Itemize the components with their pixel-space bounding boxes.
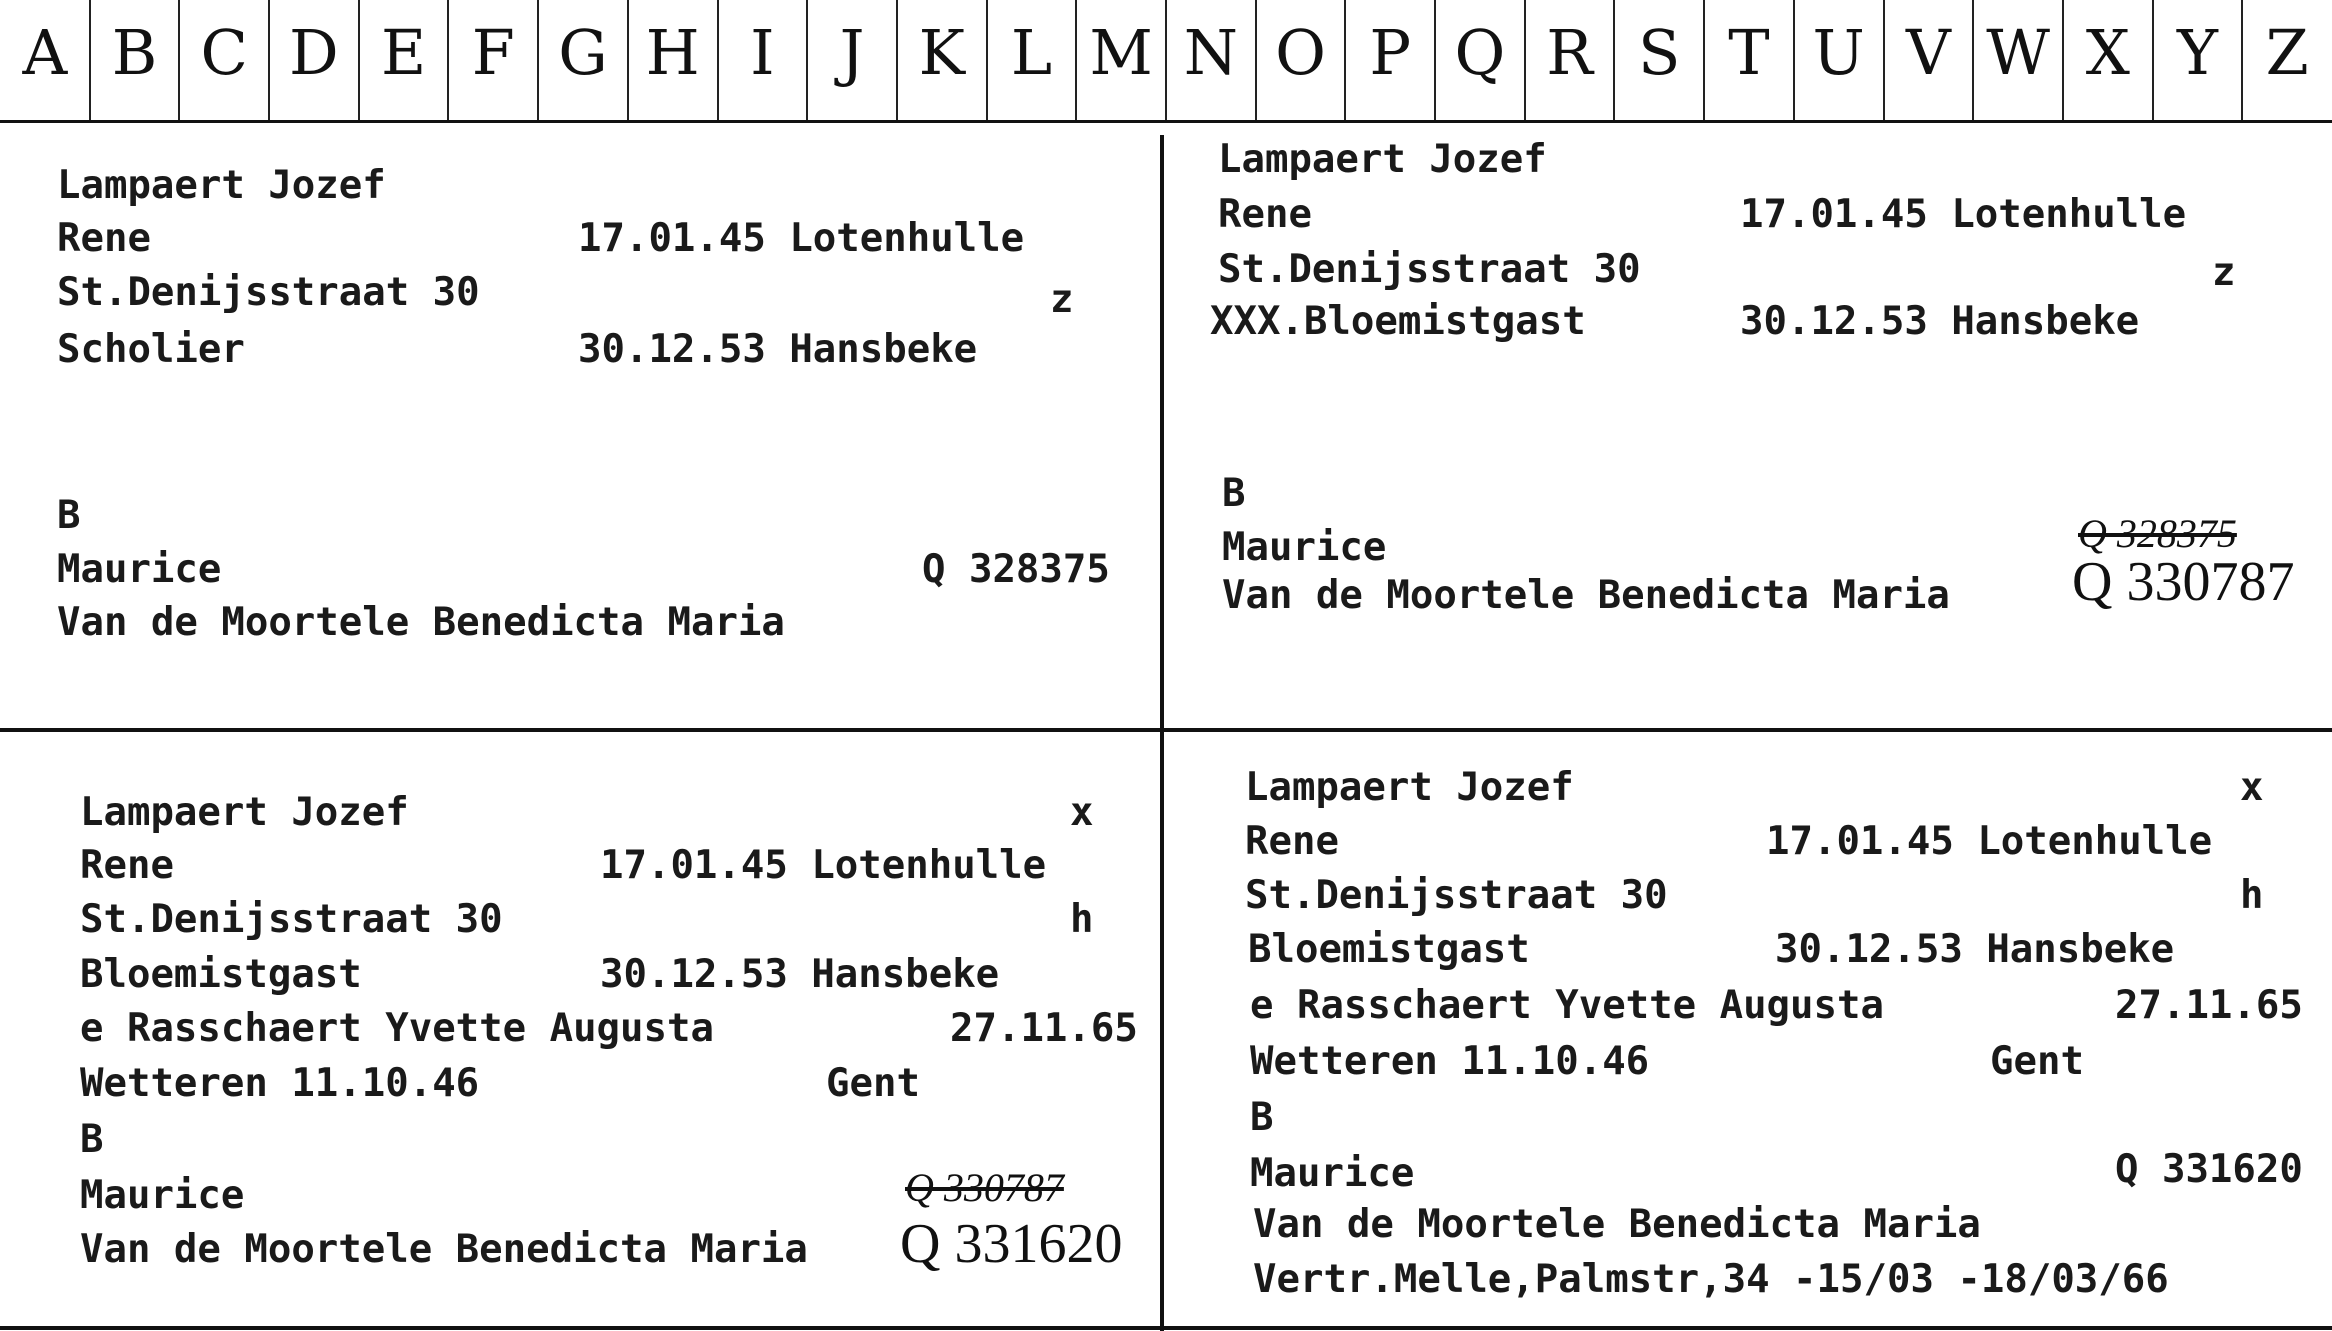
card-1-name: Lampaert Jozef: [57, 163, 386, 208]
card-4-birth: 17.01.45 Lotenhulle: [1766, 819, 2213, 864]
card-4-first-name: Rene: [1245, 819, 1339, 864]
index-divider: [717, 0, 719, 120]
index-letter-v: V: [1905, 16, 1951, 89]
index-letter-w: W: [1986, 16, 2050, 89]
card-3-name: Lampaert Jozef: [80, 790, 409, 835]
index-letter-e: E: [380, 16, 427, 89]
card-1-birth: 17.01.45 Lotenhulle: [578, 216, 1025, 261]
card-1-date-place: 30.12.53 Hansbeke: [578, 327, 978, 372]
card-4-marriage-date: 27.11.65: [2115, 983, 2303, 1028]
index-letter-s: S: [1638, 16, 1681, 89]
card-4-ref: Q 331620: [2115, 1147, 2303, 1192]
card-column-divider: [1160, 135, 1164, 1331]
index-letter-q: Q: [1454, 16, 1506, 89]
index-letter-i: I: [750, 16, 775, 89]
card-4-father: Maurice: [1250, 1151, 1415, 1196]
index-letter-m: M: [1089, 16, 1153, 89]
index-divider: [447, 0, 449, 120]
card-4-category: B: [1250, 1095, 1274, 1140]
card-3-category: B: [80, 1117, 104, 1162]
card-4-street: St.Denijsstraat 30: [1245, 873, 1668, 918]
index-letter-a: A: [22, 16, 68, 89]
card-3-father: Maurice: [80, 1173, 245, 1218]
index-divider: [1972, 0, 1974, 120]
index-letter-d: D: [289, 16, 339, 89]
index-letter-x: X: [2085, 16, 2130, 89]
index-letter-t: T: [1728, 16, 1770, 89]
card-4-date-place: 30.12.53 Hansbeke: [1775, 927, 2175, 972]
card-3-birth: 17.01.45 Lotenhulle: [600, 843, 1047, 888]
card-4-spouse: e Rasschaert Yvette Augusta: [1250, 983, 1884, 1028]
card-3-date-place: 30.12.53 Hansbeke: [600, 952, 1000, 997]
card-2-father: Maurice: [1222, 525, 1387, 570]
card-3-marriage-date: 27.11.65: [950, 1006, 1138, 1051]
index-letter-o: O: [1275, 16, 1326, 89]
index-divider: [268, 0, 270, 120]
index-divider: [627, 0, 629, 120]
card-3-spouse-birth: Wetteren 11.10.46: [80, 1061, 480, 1106]
card-2-date-place: 30.12.53 Hansbeke: [1740, 299, 2140, 344]
card-row-divider: [0, 728, 2332, 732]
card-4-marriage-place: Gent: [1990, 1039, 2084, 1084]
card-3-mother: Van de Moortele Benedicta Maria: [80, 1227, 808, 1272]
card-2-street: St.Denijsstraat 30: [1218, 247, 1641, 292]
index-letter-l: L: [1010, 16, 1053, 89]
index-divider: [1613, 0, 1615, 120]
card-2-ref: Q 330787: [2072, 551, 2295, 613]
index-divider: [1524, 0, 1526, 120]
index-divider: [1793, 0, 1795, 120]
card-3-ref: Q 331620: [900, 1213, 1123, 1275]
index-divider: [1255, 0, 1257, 120]
card-3-ref-struck: Q 330787: [905, 1165, 1064, 1210]
index-letter-y: Y: [2176, 16, 2218, 89]
index-letter-h: H: [645, 16, 700, 89]
card-3-marriage-place: Gent: [826, 1061, 920, 1106]
alphabet-index-strip: [0, 0, 2332, 120]
card-2-birth: 17.01.45 Lotenhulle: [1740, 192, 2187, 237]
index-letter-c: C: [200, 16, 248, 89]
index-letter-j: J: [839, 16, 865, 89]
index-divider: [806, 0, 808, 120]
card-4-note: Vertr.Melle,Palmstr,34 -15/03 -18/03/66: [1253, 1257, 2169, 1302]
index-letter-z: Z: [2265, 16, 2309, 89]
card-3-first-name: Rene: [80, 843, 174, 888]
card-2-name: Lampaert Jozef: [1218, 137, 1547, 182]
index-divider: [1075, 0, 1077, 120]
page-bottom-rule: [0, 1326, 2332, 1330]
index-divider: [89, 0, 91, 120]
index-letter-b: B: [111, 16, 158, 89]
card-2-category: B: [1222, 471, 1246, 516]
index-letter-k: K: [918, 16, 965, 89]
index-letter-g: G: [558, 16, 608, 89]
card-4-occupation: Bloemistgast: [1248, 927, 1530, 972]
card-1-category: B: [57, 493, 81, 538]
strip-bottom-rule: [0, 120, 2332, 123]
card-3-spouse: e Rasschaert Yvette Augusta: [80, 1006, 714, 1051]
index-divider: [2062, 0, 2064, 120]
card-1-occupation: Scholier: [57, 327, 245, 372]
card-3-occupation: Bloemistgast: [80, 952, 362, 997]
index-divider: [1703, 0, 1705, 120]
card-2-mark: z: [2212, 250, 2236, 295]
card-1-first-name: Rene: [57, 216, 151, 261]
card-1-mother: Van de Moortele Benedicta Maria: [57, 600, 785, 645]
card-1-mark: z: [1050, 277, 1074, 322]
index-letter-n: N: [1183, 16, 1238, 89]
index-divider: [1165, 0, 1167, 120]
index-divider: [358, 0, 360, 120]
index-divider: [896, 0, 898, 120]
card-4-mark: h: [2240, 873, 2264, 918]
card-2-occupation: XXX.Bloemistgast: [1210, 299, 1586, 344]
index-divider: [986, 0, 988, 120]
index-divider: [1434, 0, 1436, 120]
card-3-mark-top: x: [1070, 790, 1094, 835]
index-divider: [2152, 0, 2154, 120]
index-divider: [1344, 0, 1346, 120]
index-divider: [178, 0, 180, 120]
index-letter-r: R: [1546, 16, 1593, 89]
index-divider: [2241, 0, 2243, 120]
card-2-first-name: Rene: [1218, 192, 1312, 237]
index-letter-u: U: [1812, 16, 1865, 89]
card-1-ref: Q 328375: [922, 547, 1110, 592]
card-3-street: St.Denijsstraat 30: [80, 897, 503, 942]
card-4-spouse-birth: Wetteren 11.10.46: [1250, 1039, 1650, 1084]
card-3-mark: h: [1070, 897, 1094, 942]
card-4-name: Lampaert Jozef: [1245, 765, 1574, 810]
card-1-father: Maurice: [57, 547, 222, 592]
card-4-mother: Van de Moortele Benedicta Maria: [1253, 1202, 1981, 1247]
card-1-street: St.Denijsstraat 30: [57, 270, 480, 315]
index-divider: [1883, 0, 1885, 120]
index-letter-p: P: [1369, 16, 1412, 89]
index-letter-f: F: [471, 16, 515, 89]
card-4-mark-top: x: [2240, 765, 2264, 810]
index-divider: [537, 0, 539, 120]
card-2-mother: Van de Moortele Benedicta Maria: [1222, 573, 1950, 618]
card-2-ref-struck: Q 328375: [2078, 511, 2237, 556]
